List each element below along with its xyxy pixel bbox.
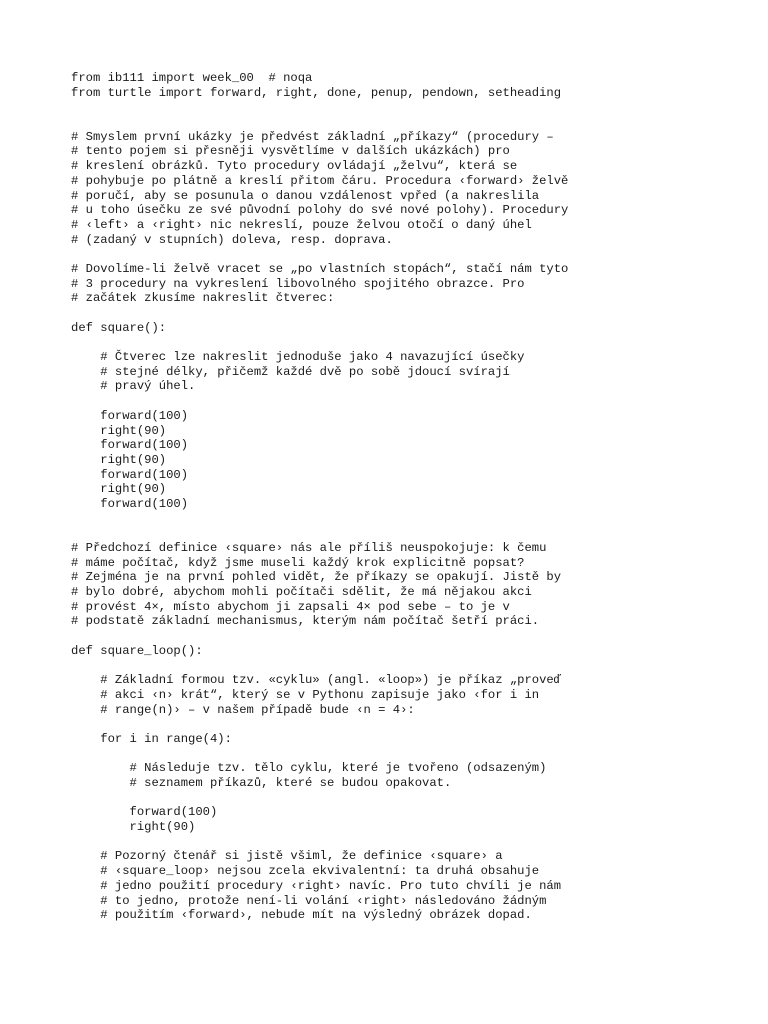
- code-line: [71, 659, 761, 674]
- code-line: # ‹square_loop› nejsou zcela ekvivalentní: ta druhá obsahuje: [71, 864, 540, 879]
- code-line: # to jedno, protože není-li volání ‹right› následováno žádným: [71, 893, 547, 908]
- code-line: [71, 629, 761, 644]
- code-line: # pravý úhel.: [71, 379, 196, 394]
- code-line: # kreslení obrázků. Tyto procedury ovládají „želvu“, která se: [71, 159, 518, 174]
- code-line: forward(100): [71, 805, 218, 820]
- code-line: # použitím ‹forward›, nebude mít na výsledný obrázek dopad.: [71, 908, 532, 923]
- code-line: for i in range(4):: [71, 731, 232, 746]
- code-line: [71, 512, 761, 527]
- code-line: # Předchozí definice ‹square› nás ale příliš neuspokojuje: k čemu: [71, 541, 547, 555]
- code-line: # range(n)› – v našem případě bude ‹n = 4›:: [71, 702, 415, 717]
- code-line: # Dovolíme-li želvě vracet se „po vlastních stopách“, stačí nám tyto: [71, 261, 569, 276]
- code-line: # podstatě základní mechanismus, kterým nám počítač šetří práci.: [71, 614, 540, 629]
- code-line: # Pozorný čtenář si jistě všiml, že definice ‹square› a: [71, 849, 503, 864]
- code-line: right(90): [71, 423, 167, 438]
- code-line: forward(100): [71, 467, 189, 482]
- code-line: # Základní formou tzv. «cyklu» (angl. «loop») je příkaz „proveď: [71, 673, 562, 688]
- code-line: # Následuje tzv. tělo cyklu, které je tvořeno (odsazeným): [71, 761, 547, 776]
- code-line: # seznamem příkazů, které se budou opakovat.: [71, 776, 452, 790]
- document-page: [71, 71, 761, 923]
- code-line: [71, 747, 761, 762]
- code-line: [71, 100, 761, 115]
- code-line: def square():: [71, 320, 167, 335]
- code-line: forward(100): [71, 438, 189, 453]
- code-line: [71, 791, 761, 806]
- code-line: forward(100): [71, 496, 189, 511]
- code-line: [71, 115, 761, 130]
- code-line: # Čtverec lze nakreslit jednoduše jako 4 navazující úsečky: [71, 350, 525, 365]
- code-line: # tento pojem si přesněji vysvětlíme v dalších ukázkách) pro: [71, 144, 510, 159]
- code-line: from ib111 import week_00 # noqa: [71, 71, 313, 85]
- code-line: # provést 4×, místo abychom ji zapsali 4× pod sebe – to je v: [71, 599, 510, 614]
- code-line: # Smyslem první ukázky je předvést základní „příkazy“ (procedury –: [71, 129, 554, 144]
- code-line: # jedno použití procedury ‹right› navíc. Pro tuto chvíli je nám: [71, 878, 562, 893]
- code-line: def square_loop():: [71, 643, 203, 658]
- code-line: right(90): [71, 820, 196, 835]
- code-line: # máme počítač, když jsme museli každý krok explicitně popsat?: [71, 555, 525, 570]
- code-line: # (zadaný v stupních) doleva, resp. doprava.: [71, 232, 393, 247]
- code-line: from turtle import forward, right, done, penup, pendown, setheading: [71, 85, 562, 100]
- code-line: # Zejména je na první pohled vidět, že příkazy se opakují. Jistě by: [71, 570, 562, 585]
- code-line: # ‹left› a ‹right› nic nekreslí, pouze želvou otočí o daný úhel: [71, 217, 532, 232]
- code-line: right(90): [71, 452, 167, 467]
- code-line: [71, 835, 761, 850]
- code-line: [71, 247, 761, 262]
- code-line: [71, 335, 761, 350]
- code-line: [71, 526, 761, 541]
- code-line: # poručí, aby se posunula o danou vzdálenost vpřed (a nakreslila: [71, 188, 540, 203]
- code-line: # 3 procedury na vykreslení libovolného spojitého obrazce. Pro: [71, 276, 525, 291]
- code-line: [71, 306, 761, 321]
- code-line: # akci ‹n› krát“, který se v Pythonu zapisuje jako ‹for i in: [71, 687, 540, 702]
- code-line: # pohybuje po plátně a kreslí přitom čáru. Procedura ‹forward› želvě: [71, 173, 569, 188]
- code-line: # začátek zkusíme nakreslit čtverec:: [71, 291, 335, 306]
- code-line: # bylo dobré, abychom mohli počítači sdělit, že má nějakou akci: [71, 585, 532, 600]
- code-line: [71, 717, 761, 732]
- code-line: # u toho úsečku ze své původní polohy do své nové polohy). Procedury: [71, 203, 569, 218]
- code-line: right(90): [71, 482, 167, 497]
- code-line: forward(100): [71, 408, 189, 423]
- code-line: # stejné délky, přičemž každé dvě po sobě jdoucí svírají: [71, 364, 510, 379]
- code-line: [71, 394, 761, 409]
